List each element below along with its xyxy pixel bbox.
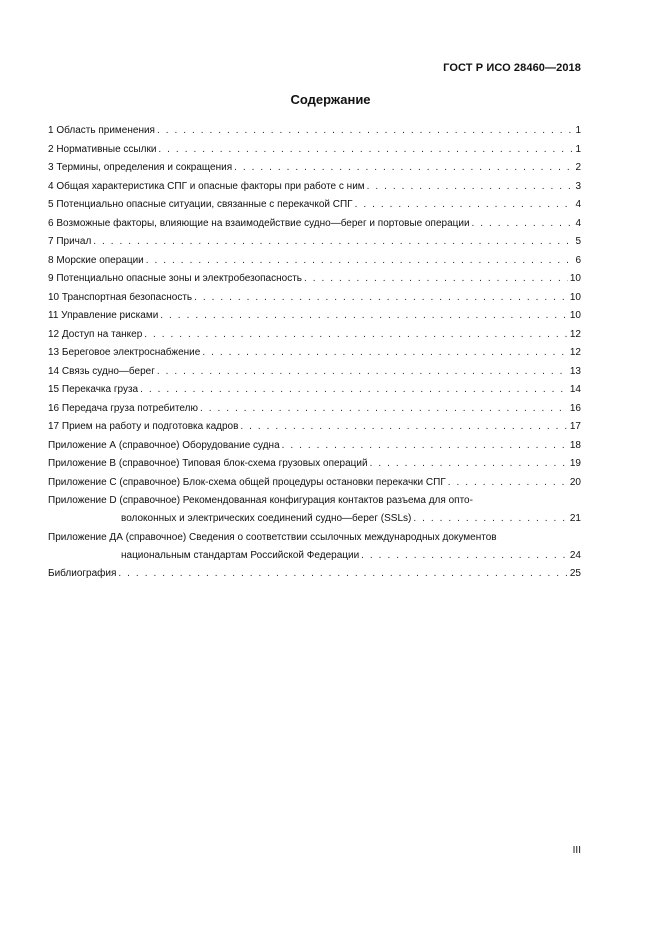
toc-entry[interactable]	[48, 178, 581, 197]
toc-entry-page: 6	[575, 254, 581, 266]
toc-entry-page: 1	[575, 143, 581, 155]
toc-dot-leader	[93, 233, 573, 252]
toc-entry-title: Приложение А (справочное) Оборудование судна	[48, 439, 280, 451]
toc-entry-page: 20	[569, 476, 581, 488]
toc-entry-title: 11 Управление рисками	[48, 310, 159, 321]
toc-entry[interactable]	[48, 565, 581, 584]
toc-dot-leader	[448, 474, 568, 493]
toc-entry-page: 5	[575, 236, 581, 247]
toc-dot-leader	[202, 344, 568, 363]
toc-entry-page: 3	[575, 180, 581, 192]
toc-entry-page: 14	[569, 384, 581, 395]
toc-entry-page: 4	[575, 199, 581, 210]
toc-entry-line2[interactable]	[48, 547, 581, 566]
toc-entry-title: 16 Передача груза потребителю	[48, 402, 198, 414]
toc-dot-leader	[282, 437, 568, 456]
toc-entry[interactable]	[48, 307, 581, 326]
toc-entry[interactable]	[48, 326, 581, 345]
toc-dot-leader	[146, 252, 574, 271]
toc-entry-page: 1	[575, 125, 581, 136]
toc-entry-title: 4 Общая характеристика СПГ и опасные факторы при работе с ним	[48, 180, 365, 192]
toc-entry-title: 1 Область применения	[48, 125, 155, 136]
toc-entry-title-continued: волоконных и электрических соединений судно—берег (SSLs)	[121, 513, 412, 524]
toc-entry-line1[interactable]	[48, 492, 581, 510]
toc-entry-page: 10	[569, 310, 581, 321]
toc-entry-title-continued: национальным стандартам Российской Федерации	[121, 549, 360, 561]
toc-entry-title: 6 Возможные факторы, влияющие на взаимодействие судно—берег и портовые операции	[48, 217, 470, 229]
toc-entry-page: 17	[569, 421, 581, 432]
toc-entry[interactable]	[48, 455, 581, 474]
toc-entry-title: 9 Потенциально опасные зоны и электробезопасность	[48, 273, 302, 284]
toc-entry-title: 3 Термины, определения и сокращения	[48, 162, 233, 173]
toc-entry-page: 10	[569, 273, 581, 284]
toc-title: Содержание	[290, 92, 371, 107]
toc-dot-leader	[370, 455, 568, 474]
toc-entry-page: 21	[569, 513, 581, 524]
toc-entry-page: 10	[569, 291, 581, 303]
toc-entry-title: 17 Прием на работу и подготовка кадров	[48, 421, 239, 432]
toc-entry[interactable]	[48, 141, 581, 160]
toc-dot-leader	[157, 122, 573, 141]
toc-entry[interactable]	[48, 344, 581, 363]
toc-entry-page: 13	[569, 365, 581, 377]
toc-dot-leader	[200, 400, 568, 419]
toc-dot-leader	[413, 510, 568, 529]
toc-entry[interactable]	[48, 289, 581, 308]
toc-dot-leader	[140, 381, 568, 400]
toc-entry-title: Приложение В (справочное) Типовая блок-схема грузовых операций	[48, 458, 368, 469]
toc-dot-leader	[361, 547, 568, 566]
toc-dot-leader	[367, 178, 574, 197]
toc-dot-leader	[234, 159, 573, 178]
toc-dot-leader	[472, 215, 574, 234]
toc-entry-line1[interactable]	[48, 529, 581, 547]
toc-entry-title: Приложение D (справочное) Рекомендованная конфигурация контактов разъема для опто-	[48, 495, 473, 506]
toc-entry-title: 7 Причал	[48, 236, 92, 247]
table-of-contents	[48, 122, 581, 584]
toc-entry-page: 18	[569, 439, 581, 451]
toc-entry-page: 19	[569, 458, 581, 469]
toc-entry-page: 2	[575, 162, 581, 173]
toc-entry-title: 2 Нормативные ссылки	[48, 143, 157, 155]
toc-entry[interactable]	[48, 122, 581, 141]
toc-entry[interactable]	[48, 196, 581, 215]
toc-entry-page: 25	[569, 568, 581, 579]
document-code: ГОСТ Р ИСО 28460—2018	[443, 62, 581, 74]
toc-entry-page: 24	[569, 549, 581, 561]
toc-entry-page: 12	[569, 328, 581, 340]
toc-dot-leader	[160, 307, 568, 326]
toc-entry-page: 4	[575, 217, 581, 229]
toc-entry[interactable]	[48, 363, 581, 382]
toc-entry-title: 10 Транспортная безопасность	[48, 291, 193, 303]
toc-entry[interactable]	[48, 437, 581, 456]
toc-entry[interactable]	[48, 400, 581, 419]
toc-dot-leader	[158, 141, 573, 160]
toc-entry-title: Приложение ДА (справочное) Сведения о соответствии ссылочных международных документов	[48, 531, 497, 543]
toc-dot-leader	[157, 363, 568, 382]
toc-entry-title: 5 Потенциально опасные ситуации, связанные с перекачкой СПГ	[48, 199, 353, 210]
toc-dot-leader	[144, 326, 568, 345]
toc-entry-title: 12 Доступ на танкер	[48, 328, 143, 340]
toc-dot-leader	[118, 565, 567, 584]
toc-entry[interactable]	[48, 159, 581, 178]
toc-dot-leader	[194, 289, 568, 308]
toc-dot-leader	[304, 270, 568, 289]
toc-entry-title: 8 Морские операции	[48, 254, 144, 266]
toc-entry[interactable]	[48, 270, 581, 289]
toc-entry[interactable]	[48, 233, 581, 252]
toc-entry[interactable]	[48, 381, 581, 400]
toc-entry[interactable]	[48, 418, 581, 437]
toc-entry-page: 12	[569, 347, 581, 358]
toc-entry-title: Приложение С (справочное) Блок-схема общей процедуры остановки перекачки СПГ	[48, 476, 446, 488]
toc-entry-title: 13 Береговое электроснабжение	[48, 347, 201, 358]
toc-entry-title: 15 Перекачка груза	[48, 384, 139, 395]
toc-entry[interactable]	[48, 474, 581, 493]
toc-dot-leader	[240, 418, 567, 437]
page-number: III	[572, 845, 581, 856]
toc-entry-line2[interactable]	[48, 510, 581, 529]
toc-entry-page: 16	[569, 402, 581, 414]
toc-entry[interactable]	[48, 215, 581, 234]
toc-dot-leader	[355, 196, 574, 215]
toc-entry[interactable]	[48, 252, 581, 271]
toc-entry-title: 14 Связь судно—берег	[48, 365, 155, 377]
toc-entry-title: Библиография	[48, 568, 117, 579]
